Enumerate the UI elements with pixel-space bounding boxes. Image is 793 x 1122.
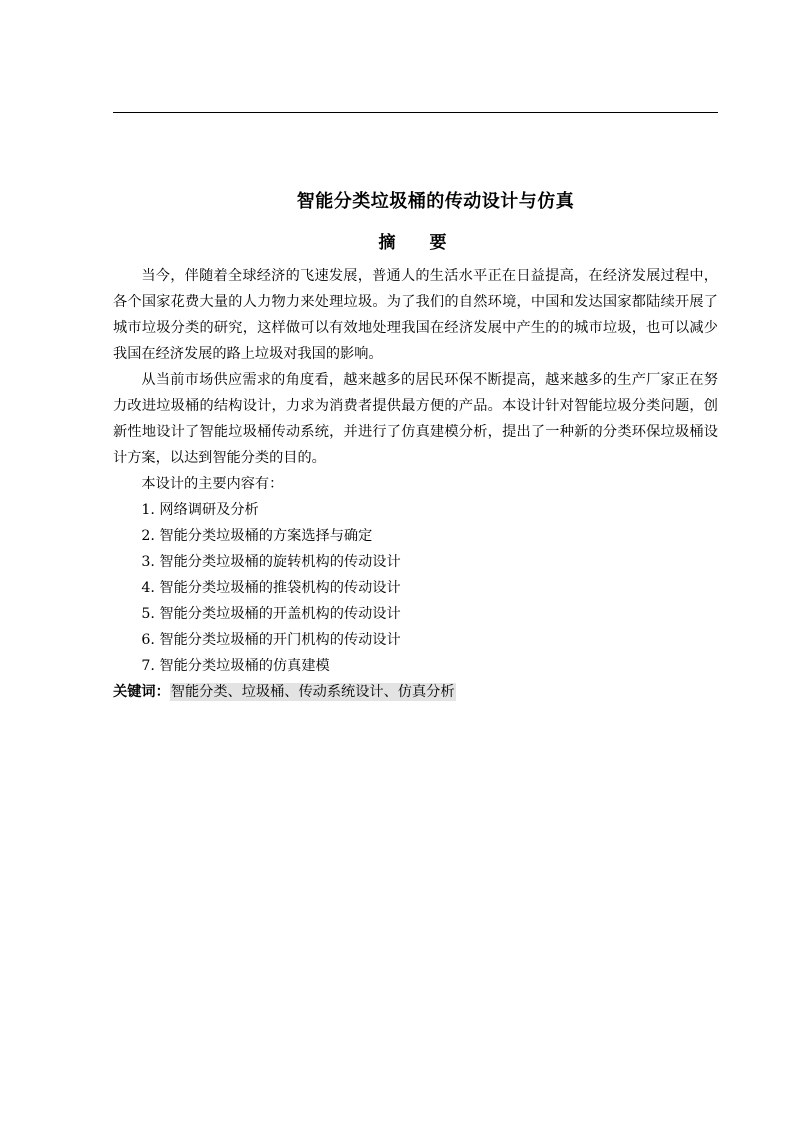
list-item: 6. 智能分类垃圾桶的开门机构的传动设计: [141, 632, 401, 648]
list-item: 3. 智能分类垃圾桶的旋转机构的传动设计: [141, 554, 401, 570]
list-intro: 本设计的主要内容有：: [141, 476, 284, 492]
keywords-value: 智能分类、垃圾桶、传动系统设计、仿真分析: [170, 684, 455, 700]
document-title: 智能分类垃圾桶的传动设计与仿真: [296, 191, 575, 212]
list-item: 7. 智能分类垃圾桶的仿真建模: [141, 658, 330, 674]
header-rule: [113, 112, 718, 113]
abstract-paragraph-2: 从当前市场供应需求的角度看，越来越多的居民环保不断提高，越来越多的生产厂家正在努力改进垃圾桶的结构设计，力求为消费者提供最方便的产品。本设计针对智能垃圾分类问题，创新性地设计了智能垃圾桶传动系统，并进行了仿真建模分析，提出了一种新的分类环保垃圾桶设计方案，以达到智能分类的目的。: [113, 372, 718, 466]
abstract-paragraph-1: 当今，伴随着全球经济的飞速发展，普通人的生活水平正在日益提高，在经济发展过程中，各个国家花费大量的人力物力来处理垃圾。为了我们的自然环境，中国和发达国家都陆续开展了城市垃圾分类的研究，这样做可以有效地处理我国在经济发展中产生的的城市垃圾，也可以减少我国在经济发展的路上垃圾对我国的影响。: [113, 268, 718, 362]
keywords-line: [113, 679, 718, 705]
list-item: 5. 智能分类垃圾桶的开盖机构的传动设计: [141, 606, 401, 622]
keywords-label: 关键词：: [113, 684, 170, 700]
list-item: 2. 智能分类垃圾桶的方案选择与确定: [141, 528, 373, 544]
list-item: 4. 智能分类垃圾桶的推袋机构的传动设计: [141, 580, 401, 596]
abstract-body: [113, 263, 718, 705]
list-item: 1. 网络调研及分析: [141, 502, 259, 518]
abstract-heading: 摘 要: [378, 233, 461, 253]
content-list: [113, 497, 718, 679]
